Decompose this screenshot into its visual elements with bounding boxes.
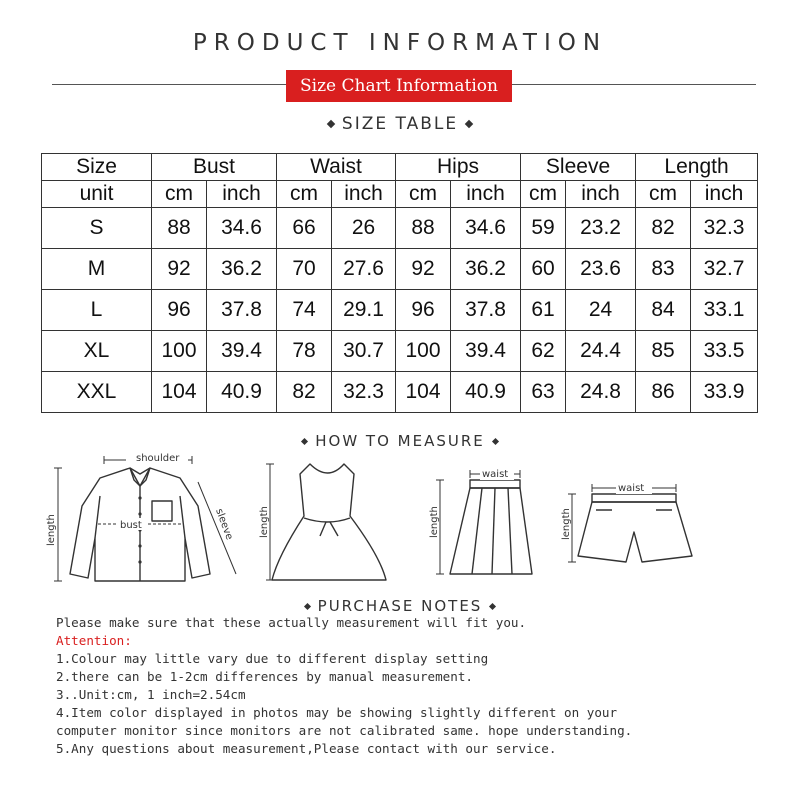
value-cell: 24.4 — [566, 331, 636, 372]
value-cell: 32.3 — [691, 208, 758, 249]
unit-cell: inch — [451, 181, 521, 208]
header-cell-waist: Waist — [277, 154, 396, 181]
table-row — [42, 208, 758, 249]
value-cell: 88 — [152, 208, 207, 249]
value-cell: 59 — [521, 208, 566, 249]
shirt-measure-diagram — [40, 446, 250, 591]
table-unit-row — [42, 181, 758, 208]
size-cell: XXL — [42, 372, 152, 413]
unit-cell: inch — [566, 181, 636, 208]
value-cell: 39.4 — [451, 331, 521, 372]
header-cell-hips: Hips — [396, 154, 521, 181]
length-label: length — [561, 508, 572, 540]
notes-intro: Please make sure that these actually measurement will fit you. — [56, 615, 527, 630]
purchase-notes-text: PURCHASE NOTES — [317, 597, 483, 615]
diamond-icon — [489, 603, 496, 610]
value-cell: 36.2 — [451, 249, 521, 290]
waist-label: waist — [482, 469, 509, 480]
size-table-heading — [0, 114, 800, 134]
shoulder-label: shoulder — [136, 453, 180, 464]
table-row — [42, 372, 758, 413]
unit-cell: inch — [332, 181, 396, 208]
how-to-measure-text: HOW TO MEASURE — [315, 432, 485, 450]
length-label: length — [46, 514, 57, 546]
diamond-icon — [304, 603, 311, 610]
header-cell-bust: Bust — [152, 154, 277, 181]
value-cell: 82 — [277, 372, 332, 413]
value-cell: 26 — [332, 208, 396, 249]
note-line: 2.there can be 1-2cm differences by manual measurement. — [56, 669, 474, 684]
value-cell: 96 — [152, 290, 207, 331]
header-cell-sleeve: Sleeve — [521, 154, 636, 181]
value-cell: 78 — [277, 331, 332, 372]
value-cell: 82 — [636, 208, 691, 249]
value-cell: 40.9 — [451, 372, 521, 413]
unit-cell: inch — [207, 181, 277, 208]
value-cell: 104 — [396, 372, 451, 413]
header-cell-size: Size — [42, 154, 152, 181]
value-cell: 36.2 — [207, 249, 277, 290]
value-cell: 60 — [521, 249, 566, 290]
size-table-heading-text: SIZE TABLE — [341, 114, 459, 134]
table-row — [42, 249, 758, 290]
value-cell: 104 — [152, 372, 207, 413]
value-cell: 34.6 — [207, 208, 277, 249]
note-line: 5.Any questions about measurement,Please contact with our service. — [56, 741, 557, 756]
size-cell: XL — [42, 331, 152, 372]
value-cell: 33.1 — [691, 290, 758, 331]
value-cell: 74 — [277, 290, 332, 331]
value-cell: 84 — [636, 290, 691, 331]
diamond-icon — [492, 438, 499, 445]
value-cell: 61 — [521, 290, 566, 331]
size-chart-badge: Size Chart Information — [286, 70, 512, 102]
unit-cell: cm — [277, 181, 332, 208]
value-cell: 100 — [396, 331, 451, 372]
value-cell: 70 — [277, 249, 332, 290]
value-cell: 92 — [152, 249, 207, 290]
diamond-icon — [465, 120, 473, 128]
diamond-icon — [301, 438, 308, 445]
page-title: PRODUCT INFORMATION — [192, 30, 608, 56]
purchase-notes-heading — [0, 597, 800, 615]
note-line: computer monitor since monitors are not calibrated same. hope understanding. — [56, 723, 633, 738]
shorts-measure-diagram — [556, 476, 706, 572]
unit-cell: cm — [636, 181, 691, 208]
value-cell: 86 — [636, 372, 691, 413]
table-row — [42, 331, 758, 372]
sleeve-label: sleeve — [213, 507, 235, 542]
unit-cell: cm — [152, 181, 207, 208]
value-cell: 37.8 — [207, 290, 277, 331]
size-cell: S — [42, 208, 152, 249]
value-cell: 83 — [636, 249, 691, 290]
unit-cell: cm — [396, 181, 451, 208]
table-row — [42, 290, 758, 331]
purchase-notes — [56, 614, 776, 758]
value-cell: 33.9 — [691, 372, 758, 413]
value-cell: 37.8 — [451, 290, 521, 331]
size-table — [41, 153, 758, 413]
value-cell: 32.7 — [691, 249, 758, 290]
value-cell: 63 — [521, 372, 566, 413]
value-cell: 33.5 — [691, 331, 758, 372]
value-cell: 100 — [152, 331, 207, 372]
value-cell: 40.9 — [207, 372, 277, 413]
header-cell-length: Length — [636, 154, 758, 181]
value-cell: 24.8 — [566, 372, 636, 413]
value-cell: 27.6 — [332, 249, 396, 290]
value-cell: 23.6 — [566, 249, 636, 290]
length-label: length — [259, 506, 270, 538]
value-cell: 88 — [396, 208, 451, 249]
value-cell: 62 — [521, 331, 566, 372]
value-cell: 39.4 — [207, 331, 277, 372]
note-line: 3..Unit:cm, 1 inch=2.54cm — [56, 687, 246, 702]
note-line: 4.Item color displayed in photos may be showing slightly different on your — [56, 705, 618, 720]
value-cell: 85 — [636, 331, 691, 372]
unit-label: unit — [42, 181, 152, 208]
value-cell: 96 — [396, 290, 451, 331]
length-label: length — [429, 506, 440, 538]
dress-measure-diagram — [258, 456, 392, 588]
attention-label: Attention: — [56, 633, 132, 648]
waist-label: waist — [618, 483, 645, 494]
value-cell: 24 — [566, 290, 636, 331]
table-header-row — [42, 154, 758, 181]
size-cell: M — [42, 249, 152, 290]
value-cell: 92 — [396, 249, 451, 290]
value-cell: 23.2 — [566, 208, 636, 249]
note-line: 1.Colour may little vary due to different display setting — [56, 651, 489, 666]
unit-cell: cm — [521, 181, 566, 208]
value-cell: 32.3 — [332, 372, 396, 413]
unit-cell: inch — [691, 181, 758, 208]
bust-label: bust — [120, 520, 142, 531]
diamond-icon — [327, 120, 335, 128]
value-cell: 29.1 — [332, 290, 396, 331]
value-cell: 66 — [277, 208, 332, 249]
skirt-measure-diagram — [420, 460, 540, 580]
value-cell: 34.6 — [451, 208, 521, 249]
value-cell: 30.7 — [332, 331, 396, 372]
size-cell: L — [42, 290, 152, 331]
